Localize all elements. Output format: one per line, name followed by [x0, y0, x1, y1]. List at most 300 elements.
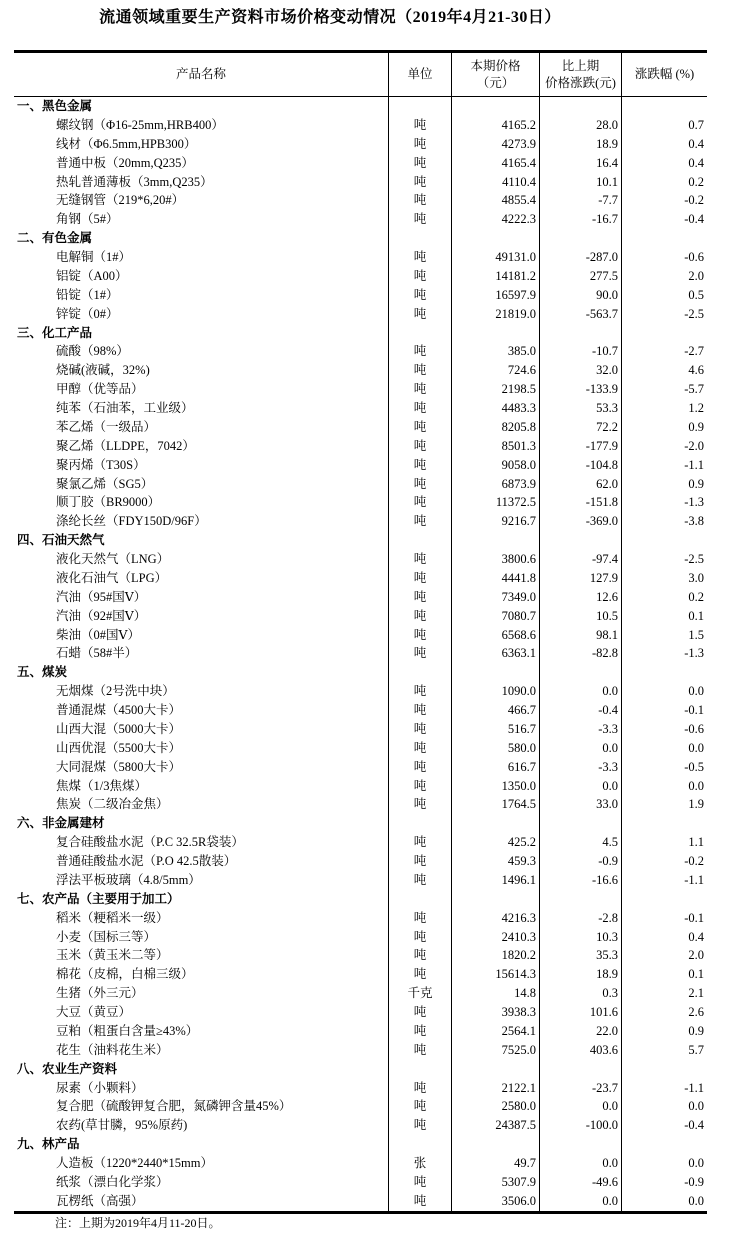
price-cell: 4441.8 [452, 569, 540, 588]
table-row [14, 833, 707, 852]
table-row [14, 1116, 707, 1135]
product-name-cell: 汽油（95#国Ⅴ） [14, 588, 389, 607]
product-name-cell: 涤纶长丝（FDY150D/96F） [14, 512, 389, 531]
change-cell: 12.6 [540, 588, 622, 607]
price-cell: 14181.2 [452, 267, 540, 286]
price-cell: 3938.3 [452, 1003, 540, 1022]
pct-cell: 4.6 [688, 363, 704, 378]
pct-cell [622, 1135, 707, 1154]
price-cell: 6363.1 [452, 644, 540, 663]
product-name-cell: 普通中板（20mm,Q235） [14, 154, 389, 173]
col-header-product-label: 产品名称 [175, 67, 226, 82]
pct-cell: -1.3 [684, 495, 704, 510]
unit-cell: 吨 [389, 626, 452, 645]
unit-cell: 吨 [389, 852, 452, 871]
section-row [14, 229, 707, 248]
pct-cell: 5.7 [688, 1042, 704, 1057]
pct-cell: -1.3 [684, 646, 704, 661]
table-row [14, 1003, 707, 1022]
price-cell: 4855.4 [452, 191, 540, 210]
table-row [14, 588, 707, 607]
price-cell: 459.3 [452, 852, 540, 871]
change-cell: 10.3 [540, 928, 622, 947]
price-cell: 11372.5 [452, 493, 540, 512]
table-row [14, 1173, 707, 1192]
change-cell: 0.0 [540, 739, 622, 758]
change-cell: -104.8 [540, 456, 622, 475]
change-cell [540, 97, 622, 116]
section-row [14, 1135, 707, 1154]
product-name-cell: 豆粕（粗蛋白含量≥43%） [14, 1022, 389, 1041]
unit-cell: 吨 [389, 701, 452, 720]
unit-cell: 吨 [389, 248, 452, 267]
price-cell: 580.0 [452, 739, 540, 758]
product-name-cell: 液化石油气（LPG） [14, 569, 389, 588]
pct-cell: -3.8 [684, 514, 704, 529]
price-cell: 6873.9 [452, 475, 540, 494]
unit-cell: 吨 [389, 758, 452, 777]
product-name-cell: 普通混煤（4500大卡） [14, 701, 389, 720]
table-row [14, 361, 707, 380]
product-name-cell: 复合肥（硫酸钾复合肥，氮磷钾含量45%） [14, 1097, 389, 1116]
change-cell: 22.0 [540, 1022, 622, 1041]
product-name-cell: 七、农产品（主要用于加工） [14, 890, 389, 909]
pct-cell: 1.2 [688, 401, 704, 415]
product-name-cell: 无烟煤（2号洗中块） [14, 682, 389, 701]
price-cell: 21819.0 [452, 305, 540, 324]
pct-cell: -2.7 [684, 344, 704, 359]
col-header-pct [622, 53, 707, 96]
price-cell [452, 1060, 540, 1079]
table-row [14, 871, 707, 890]
col-header-product [14, 53, 389, 96]
change-cell [540, 663, 622, 682]
change-cell: -3.3 [540, 720, 622, 739]
table-row [14, 286, 707, 305]
change-cell: -10.7 [540, 342, 622, 361]
unit-cell: 吨 [389, 493, 452, 512]
unit-cell: 吨 [389, 210, 452, 229]
price-cell: 2410.3 [452, 928, 540, 947]
price-cell: 4165.2 [452, 116, 540, 135]
unit-cell [389, 229, 452, 248]
change-cell [540, 229, 622, 248]
unit-cell: 吨 [389, 135, 452, 154]
unit-cell: 吨 [389, 607, 452, 626]
change-cell: 18.9 [540, 965, 622, 984]
unit-cell: 吨 [389, 154, 452, 173]
unit-cell: 吨 [389, 191, 452, 210]
product-name-cell: 液化天然气（LNG） [14, 550, 389, 569]
unit-cell [389, 531, 452, 550]
unit-cell: 吨 [389, 512, 452, 531]
product-name-cell: 锌锭（0#） [14, 305, 389, 324]
pct-cell: 0.0 [688, 1193, 704, 1208]
change-cell: 33.0 [540, 795, 622, 814]
unit-cell [389, 814, 452, 833]
price-table [14, 50, 707, 1214]
table-row [14, 569, 707, 588]
product-name-cell: 普通硅酸盐水泥（P.O 42.5散装） [14, 852, 389, 871]
col-header-price [452, 53, 540, 96]
unit-cell: 吨 [389, 418, 452, 437]
pct-cell: 0.4 [688, 136, 704, 151]
pct-cell: -0.6 [684, 721, 704, 736]
pct-cell: -0.5 [684, 759, 704, 774]
pct-cell: -0.4 [684, 1118, 704, 1133]
change-cell [540, 531, 622, 550]
pct-cell: -0.9 [684, 1174, 704, 1189]
table-row [14, 701, 707, 720]
product-name-cell: 纯苯（石油苯，工业级） [14, 399, 389, 418]
product-name-cell: 螺纹钢（Φ16-25mm,HRB400） [14, 116, 389, 135]
table-row [14, 852, 707, 871]
pct-cell: 0.1 [688, 608, 704, 623]
price-cell: 466.7 [452, 701, 540, 720]
pct-cell [622, 229, 707, 248]
price-cell: 24387.5 [452, 1116, 540, 1135]
change-cell: 0.0 [540, 777, 622, 796]
change-cell: 0.3 [540, 984, 622, 1003]
table-row [14, 946, 707, 965]
product-name-cell: 复合硅酸盐水泥（P.C 32.5R袋装） [14, 833, 389, 852]
table-row [14, 1154, 707, 1173]
pct-cell [622, 324, 707, 343]
price-cell: 7525.0 [452, 1041, 540, 1060]
table-row [14, 965, 707, 984]
unit-cell: 吨 [389, 720, 452, 739]
unit-cell [389, 663, 452, 682]
price-cell [452, 324, 540, 343]
unit-cell: 吨 [389, 342, 452, 361]
change-cell: 35.3 [540, 946, 622, 965]
table-row [14, 1192, 707, 1211]
unit-cell: 千克 [389, 984, 452, 1003]
section-row [14, 531, 707, 550]
pct-cell: -1.1 [684, 457, 704, 472]
table-row [14, 437, 707, 456]
change-cell: 10.5 [540, 607, 622, 626]
table-row [14, 739, 707, 758]
unit-cell: 吨 [389, 1173, 452, 1192]
table-row [14, 795, 707, 814]
product-name-cell: 聚丙烯（T30S） [14, 456, 389, 475]
product-name-cell: 硫酸（98%） [14, 342, 389, 361]
table-row [14, 928, 707, 947]
product-name-cell: 山西优混（5500大卡） [14, 739, 389, 758]
product-name-cell: 汽油（92#国Ⅴ） [14, 607, 389, 626]
change-cell: -16.6 [540, 871, 622, 890]
table-row [14, 305, 707, 324]
pct-cell: 1.1 [688, 835, 704, 850]
price-cell: 16597.9 [452, 286, 540, 305]
section-row [14, 1060, 707, 1079]
product-name-cell: 铅锭（1#） [14, 286, 389, 305]
pct-cell: -0.4 [684, 212, 704, 227]
product-name-cell: 聚氯乙烯（SG5） [14, 475, 389, 494]
pct-cell: 0.2 [688, 589, 704, 604]
unit-cell: 吨 [389, 1192, 452, 1211]
table-row [14, 550, 707, 569]
pct-cell: -1.1 [684, 1080, 704, 1095]
col-header-change-line1: 比上期 [561, 58, 600, 73]
price-cell: 9216.7 [452, 512, 540, 531]
change-cell: -2.8 [540, 909, 622, 928]
change-cell: -100.0 [540, 1116, 622, 1135]
table-row [14, 116, 707, 135]
table-row [14, 191, 707, 210]
page-title: 流通领域重要生产资料市场价格变动情况（2019年4月21-30日） [99, 9, 561, 26]
product-name-cell: 柴油（0#国Ⅴ） [14, 626, 389, 645]
section-row [14, 97, 707, 116]
price-cell: 4483.3 [452, 399, 540, 418]
col-header-unit-label: 单位 [407, 67, 433, 82]
product-name-cell: 线材（Φ6.5mm,HPB300） [14, 135, 389, 154]
table-header-row [14, 53, 707, 97]
pct-cell: -0.2 [684, 854, 704, 868]
table-row [14, 399, 707, 418]
price-cell: 9058.0 [452, 456, 540, 475]
unit-cell: 吨 [389, 1097, 452, 1116]
pct-cell [622, 814, 707, 833]
product-name-cell: 苯乙烯（一级品） [14, 418, 389, 437]
pct-cell: 0.2 [688, 174, 704, 189]
pct-cell: -0.1 [684, 703, 704, 717]
price-cell: 15614.3 [452, 965, 540, 984]
pct-cell: 0.9 [688, 1023, 704, 1038]
change-cell: 16.4 [540, 154, 622, 173]
price-cell: 425.2 [452, 833, 540, 852]
pct-cell: -0.2 [684, 193, 704, 208]
change-cell: 10.1 [540, 173, 622, 192]
price-cell [452, 97, 540, 116]
pct-cell [622, 97, 707, 116]
price-cell [452, 814, 540, 833]
pct-cell [622, 1060, 707, 1079]
table-row [14, 909, 707, 928]
product-name-cell: 小麦（国标三等） [14, 928, 389, 947]
change-cell: -3.3 [540, 758, 622, 777]
product-name-cell: 聚乙烯（LLDPE，7042） [14, 437, 389, 456]
change-cell: -23.7 [540, 1079, 622, 1098]
change-cell [540, 324, 622, 343]
unit-cell: 吨 [389, 286, 452, 305]
unit-cell: 吨 [389, 399, 452, 418]
change-cell: 277.5 [540, 267, 622, 286]
table-row [14, 135, 707, 154]
unit-cell: 吨 [389, 456, 452, 475]
change-cell: 0.0 [540, 1154, 622, 1173]
change-cell: 28.0 [540, 116, 622, 135]
table-row [14, 475, 707, 494]
unit-cell: 吨 [389, 928, 452, 947]
product-name-cell: 四、石油天然气 [14, 531, 389, 550]
pct-cell: 0.7 [688, 117, 704, 132]
pct-cell: -5.7 [684, 382, 704, 397]
unit-cell: 吨 [389, 569, 452, 588]
table-row [14, 154, 707, 173]
price-cell: 8205.8 [452, 418, 540, 437]
pct-cell: 2.1 [688, 986, 704, 1001]
unit-cell: 吨 [389, 550, 452, 569]
price-cell [452, 531, 540, 550]
price-cell: 1090.0 [452, 682, 540, 701]
product-name-cell: 生猪（外三元） [14, 984, 389, 1003]
change-cell: -97.4 [540, 550, 622, 569]
table-row [14, 758, 707, 777]
unit-cell: 吨 [389, 380, 452, 399]
price-cell: 5307.9 [452, 1173, 540, 1192]
unit-cell: 吨 [389, 305, 452, 324]
price-cell: 7349.0 [452, 588, 540, 607]
price-cell: 8501.3 [452, 437, 540, 456]
product-name-cell: 一、黑色金属 [14, 97, 389, 116]
product-name-cell: 焦煤（1/3焦煤） [14, 777, 389, 796]
unit-cell [389, 1135, 452, 1154]
section-row [14, 663, 707, 682]
change-cell: -16.7 [540, 210, 622, 229]
price-cell: 1764.5 [452, 795, 540, 814]
product-name-cell: 无缝钢管（219*6,20#） [14, 191, 389, 210]
price-cell [452, 229, 540, 248]
table-row [14, 248, 707, 267]
unit-cell: 吨 [389, 437, 452, 456]
change-cell: -7.7 [540, 191, 622, 210]
table-row [14, 1041, 707, 1060]
pct-cell: -1.1 [684, 872, 704, 887]
col-header-price-line1: 本期价格 [470, 58, 521, 73]
table-row [14, 456, 707, 475]
pct-cell [622, 663, 707, 682]
product-name-cell: 五、煤炭 [14, 663, 389, 682]
product-name-cell: 浮法平板玻璃（4.8/5mm） [14, 871, 389, 890]
product-name-cell: 电解铜（1#） [14, 248, 389, 267]
price-cell: 49131.0 [452, 248, 540, 267]
change-cell: -563.7 [540, 305, 622, 324]
product-name-cell: 人造板（1220*2440*15mm） [14, 1154, 389, 1173]
table-row [14, 644, 707, 663]
change-cell: 53.3 [540, 399, 622, 418]
pct-cell: -0.1 [684, 910, 704, 925]
pct-cell [622, 890, 707, 909]
product-name-cell: 烧碱(液碱，32%) [14, 361, 389, 380]
col-header-change [540, 53, 622, 96]
unit-cell: 吨 [389, 833, 452, 852]
price-cell: 2198.5 [452, 380, 540, 399]
unit-cell: 吨 [389, 1041, 452, 1060]
unit-cell: 吨 [389, 946, 452, 965]
change-cell [540, 814, 622, 833]
pct-cell: 0.4 [688, 155, 704, 170]
change-cell: 127.9 [540, 569, 622, 588]
product-name-cell: 稻米（粳稻米一级） [14, 909, 389, 928]
unit-cell: 吨 [389, 588, 452, 607]
table-row [14, 682, 707, 701]
product-name-cell: 二、有色金属 [14, 229, 389, 248]
pct-cell: 0.0 [688, 778, 704, 793]
product-name-cell: 热轧普通薄板（3mm,Q235） [14, 173, 389, 192]
product-name-cell: 大豆（黄豆） [14, 1003, 389, 1022]
change-cell: -369.0 [540, 512, 622, 531]
price-cell: 3800.6 [452, 550, 540, 569]
pct-cell: 2.0 [688, 948, 704, 963]
product-name-cell: 三、化工产品 [14, 324, 389, 343]
price-cell: 516.7 [452, 720, 540, 739]
table-row [14, 210, 707, 229]
table-row [14, 626, 707, 645]
pct-cell: -0.6 [684, 250, 704, 264]
table-row [14, 607, 707, 626]
pct-cell: 0.0 [688, 684, 704, 699]
col-header-pct-label: 涨跌幅 (%) [634, 67, 695, 82]
price-cell: 385.0 [452, 342, 540, 361]
unit-cell: 吨 [389, 1022, 452, 1041]
price-cell: 2580.0 [452, 1097, 540, 1116]
price-cell: 14.8 [452, 984, 540, 1003]
price-cell: 7080.7 [452, 607, 540, 626]
change-cell: -287.0 [540, 248, 622, 267]
unit-cell: 吨 [389, 739, 452, 758]
change-cell: 18.9 [540, 135, 622, 154]
product-name-cell: 铝锭（A00） [14, 267, 389, 286]
product-name-cell: 九、林产品 [14, 1135, 389, 1154]
pct-cell: 3.0 [688, 570, 704, 585]
unit-cell [389, 324, 452, 343]
product-name-cell: 八、农业生产资料 [14, 1060, 389, 1079]
price-cell: 4110.4 [452, 173, 540, 192]
change-cell: -49.6 [540, 1173, 622, 1192]
table-row [14, 777, 707, 796]
pct-cell: 2.6 [688, 1005, 704, 1019]
change-cell: -133.9 [540, 380, 622, 399]
product-name-cell: 尿素（小颗料） [14, 1079, 389, 1098]
product-name-cell: 角钢（5#） [14, 210, 389, 229]
price-cell: 1820.2 [452, 946, 540, 965]
table-row [14, 1022, 707, 1041]
unit-cell: 吨 [389, 173, 452, 192]
pct-cell: 0.0 [688, 1099, 704, 1114]
change-cell: -0.9 [540, 852, 622, 871]
pct-cell [622, 531, 707, 550]
change-cell: 0.0 [540, 1097, 622, 1116]
change-cell: -0.4 [540, 701, 622, 720]
change-cell [540, 1135, 622, 1154]
pct-cell: -2.5 [684, 306, 704, 321]
unit-cell [389, 97, 452, 116]
table-row [14, 493, 707, 512]
product-name-cell: 瓦楞纸（高强） [14, 1192, 389, 1211]
price-cell: 3506.0 [452, 1192, 540, 1211]
unit-cell: 吨 [389, 1003, 452, 1022]
change-cell: 0.0 [540, 1192, 622, 1211]
unit-cell: 吨 [389, 361, 452, 380]
unit-cell: 吨 [389, 909, 452, 928]
product-name-cell: 顺丁胶（BR9000） [14, 493, 389, 512]
change-cell: -82.8 [540, 644, 622, 663]
table-row [14, 512, 707, 531]
price-cell: 616.7 [452, 758, 540, 777]
col-header-price-line2: （元） [476, 75, 515, 90]
table-body [14, 97, 707, 1211]
price-cell: 2122.1 [452, 1079, 540, 1098]
table-row [14, 1097, 707, 1116]
col-header-change-line2: 价格涨跌(元) [545, 75, 616, 90]
change-cell: 98.1 [540, 626, 622, 645]
table-row [14, 267, 707, 286]
table-row [14, 984, 707, 1003]
pct-cell: 0.0 [688, 1156, 704, 1170]
section-row [14, 890, 707, 909]
